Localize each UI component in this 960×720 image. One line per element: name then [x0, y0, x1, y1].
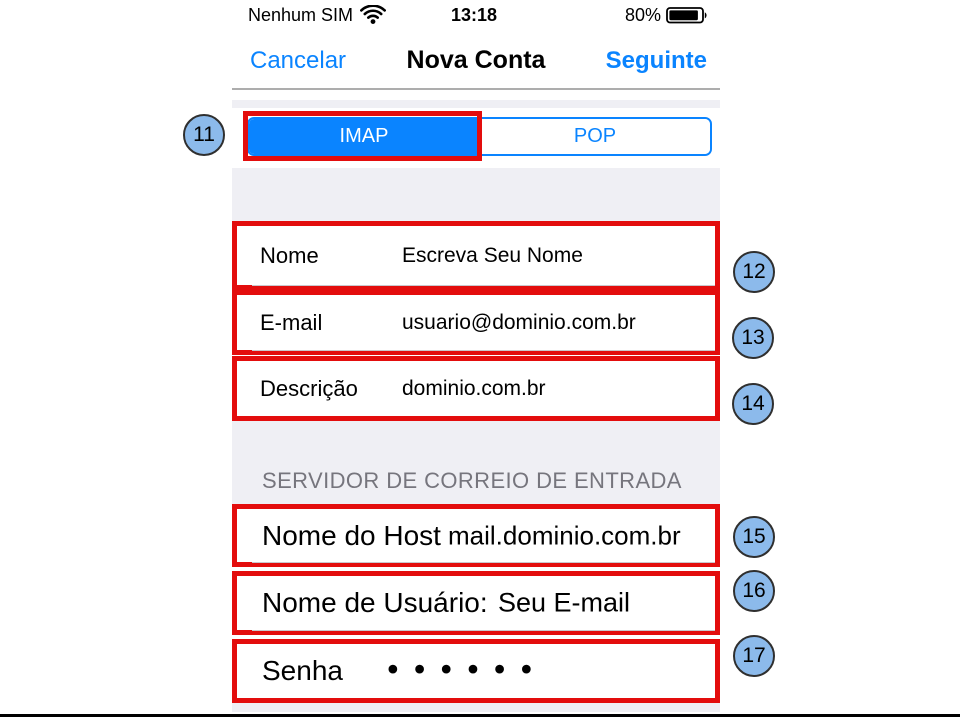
segment-imap[interactable]: IMAP: [249, 119, 479, 154]
page-title: Nova Conta: [406, 46, 546, 74]
battery-icon: [666, 5, 710, 25]
field-row-nome[interactable]: [232, 221, 720, 290]
field-row-descricao[interactable]: [232, 356, 720, 421]
row-separator: [252, 630, 715, 631]
nav-bar-divider: [232, 88, 720, 90]
annotation-circle-12: 12: [733, 251, 775, 293]
field-value-input[interactable]: mail.dominio.com.br: [448, 520, 681, 550]
annotation-circle-17: 17: [733, 635, 775, 677]
field-label: Descrição: [260, 375, 358, 401]
row-separator: [252, 350, 715, 351]
field-label: Nome do Host: [262, 519, 441, 551]
field-value-input[interactable]: Escreva Seu Nome: [402, 243, 583, 267]
annotation-circle-13: 13: [732, 317, 774, 359]
section-header-incoming-server: SERVIDOR DE CORREIO DE ENTRADA: [262, 468, 682, 493]
segment-pop[interactable]: POP: [479, 119, 710, 154]
annotation-circle-14: 14: [732, 383, 774, 425]
field-value-input[interactable]: dominio.com.br: [402, 376, 546, 400]
next-button[interactable]: Seguinte: [605, 47, 707, 74]
field-label: Nome de Usuário:: [262, 587, 488, 618]
field-row-host[interactable]: [232, 504, 720, 567]
row-separator: [252, 285, 715, 286]
battery-percent-label: 80%: [624, 4, 661, 25]
field-row-email[interactable]: [232, 290, 720, 355]
field-value-input[interactable]: usuario@dominio.com.br: [402, 310, 636, 334]
field-label: E-mail: [260, 309, 323, 335]
field-label: Nome: [260, 242, 319, 268]
group-gap: [232, 703, 720, 712]
clock-label: 13:18: [450, 5, 498, 25]
status-bar: [232, 0, 720, 30]
annotation-circle-15: 15: [733, 516, 775, 558]
protocol-segmented-control: [247, 117, 712, 156]
annotation-circle-11: 11: [183, 114, 225, 156]
cancel-button[interactable]: Cancelar: [250, 47, 347, 74]
carrier-label: Nenhum SIM: [248, 4, 354, 25]
nav-bar: [232, 30, 720, 88]
field-row-senha[interactable]: [232, 639, 720, 703]
field-label: Senha: [262, 655, 343, 686]
row-separator: [252, 562, 715, 563]
annotation-circle-16: 16: [733, 570, 775, 612]
group-gap: [232, 100, 720, 108]
slide-bottom-rule: [0, 714, 960, 717]
group-gap: [232, 168, 720, 221]
password-field-masked[interactable]: ••••••: [384, 653, 545, 689]
field-row-usuario[interactable]: [232, 571, 720, 635]
field-value-input[interactable]: Seu E-mail: [498, 587, 631, 618]
